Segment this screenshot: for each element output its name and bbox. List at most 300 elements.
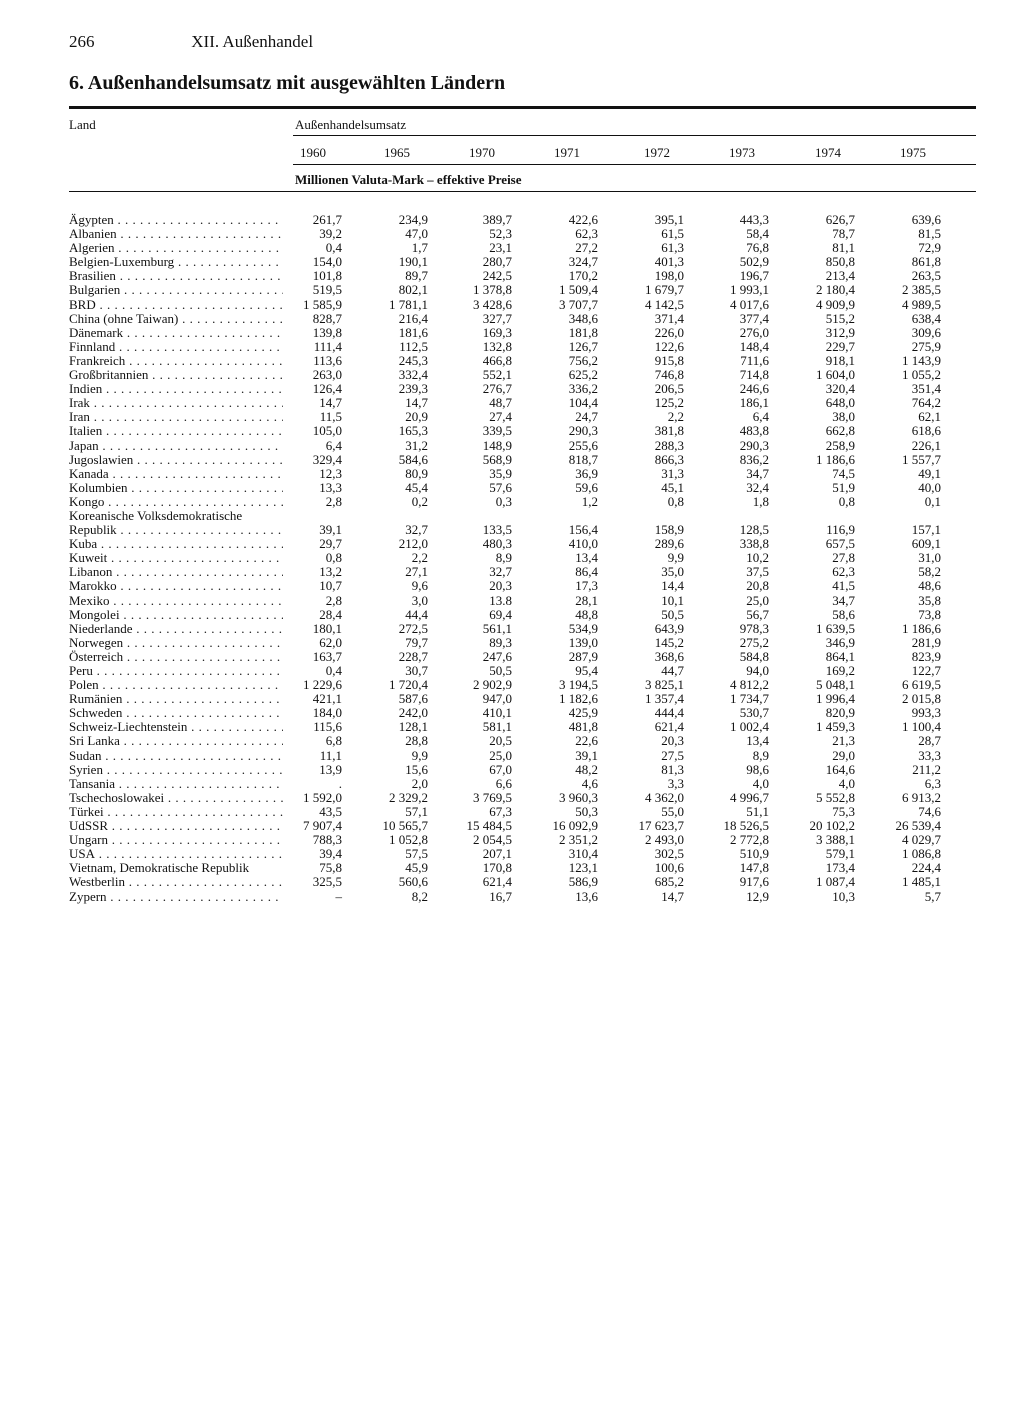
country-name: Dänemark . . . bbox=[69, 326, 283, 340]
value-cell: 62,3 bbox=[832, 564, 855, 580]
value-cell: 638,4 bbox=[911, 310, 941, 326]
country-name: Frankreich . . . bbox=[69, 354, 283, 368]
value-cell: 310,4 bbox=[568, 846, 598, 862]
value-cell: 3 194,5 bbox=[559, 677, 598, 693]
value-cell: 662,8 bbox=[825, 423, 855, 439]
country-name: Großbritannien . . . bbox=[69, 368, 283, 382]
value-cell: 41,5 bbox=[832, 578, 855, 594]
value-cell: 20,3 bbox=[489, 578, 512, 594]
value-cell: 263,0 bbox=[312, 367, 342, 383]
value-cell: 234,9 bbox=[398, 212, 428, 227]
value-cell: 329,4 bbox=[312, 451, 342, 467]
value-cell: 45,1 bbox=[661, 479, 684, 495]
value-cell: 14,7 bbox=[405, 395, 428, 411]
value-cell: 49,1 bbox=[918, 465, 941, 481]
value-cell: 6 619,5 bbox=[902, 677, 941, 693]
value-cell: 154,0 bbox=[312, 254, 342, 270]
group-rule bbox=[293, 135, 976, 136]
country-name: Jugoslawien . . . bbox=[69, 453, 283, 467]
value-cell: 239,3 bbox=[398, 381, 428, 397]
value-cell: 263,5 bbox=[911, 268, 941, 284]
value-cell: 4 989,5 bbox=[902, 296, 941, 312]
value-cell: 480,3 bbox=[482, 536, 512, 552]
value-cell: 228,7 bbox=[398, 648, 428, 664]
value-cell: 346,9 bbox=[825, 634, 855, 650]
value-cell: 164,6 bbox=[825, 761, 855, 777]
value-cell: 186,1 bbox=[739, 395, 769, 411]
value-cell: 148,9 bbox=[482, 437, 512, 453]
table-row bbox=[0, 565, 1024, 579]
value-cell: 866,3 bbox=[654, 451, 684, 467]
value-cell: 5 552,8 bbox=[816, 789, 855, 805]
value-cell: 31,3 bbox=[661, 465, 684, 481]
table-row bbox=[0, 424, 1024, 438]
table-row bbox=[0, 763, 1024, 777]
value-cell: 3,0 bbox=[411, 592, 428, 608]
country-name: Österreich . . . bbox=[69, 650, 283, 664]
value-cell: 625,2 bbox=[568, 367, 598, 383]
value-cell: 78,7 bbox=[832, 226, 855, 242]
table-row bbox=[0, 791, 1024, 805]
value-cell: 10,7 bbox=[319, 578, 342, 594]
value-cell: 115,6 bbox=[313, 719, 342, 735]
value-cell: 2 493,0 bbox=[645, 832, 684, 848]
value-cell: 39,1 bbox=[319, 522, 342, 538]
table-row bbox=[0, 847, 1024, 861]
value-cell: 276,0 bbox=[739, 324, 769, 340]
country-name: Libanon . . . bbox=[69, 565, 283, 579]
value-cell: 3,3 bbox=[667, 775, 684, 791]
value-cell: 29,0 bbox=[832, 747, 855, 763]
table-row bbox=[0, 650, 1024, 664]
table-row bbox=[0, 734, 1024, 748]
value-cell: 2 180,4 bbox=[816, 282, 855, 298]
value-cell: 820,9 bbox=[825, 705, 855, 721]
value-cell: 836,2 bbox=[739, 451, 769, 467]
value-cell: 818,7 bbox=[568, 451, 598, 467]
value-cell: 519,5 bbox=[312, 282, 342, 298]
value-cell: 224,4 bbox=[911, 860, 941, 876]
value-cell: 552,1 bbox=[482, 367, 512, 383]
value-cell: 510,9 bbox=[739, 846, 769, 862]
value-cell: 4 142,5 bbox=[645, 296, 684, 312]
value-cell: 27,4 bbox=[489, 409, 512, 425]
country-name: Republik . . . bbox=[69, 523, 283, 537]
header-group: Außenhandelsumsatz bbox=[295, 117, 407, 132]
value-cell: 181,6 bbox=[398, 324, 428, 340]
value-cell: 158,9 bbox=[654, 522, 684, 538]
value-cell: 48,2 bbox=[575, 761, 598, 777]
country-name: Rumänien . . . bbox=[69, 692, 283, 706]
value-cell: 4,6 bbox=[581, 775, 598, 791]
value-cell: 444,4 bbox=[654, 705, 684, 721]
value-cell: 229,7 bbox=[825, 338, 855, 354]
value-cell: 34,7 bbox=[832, 592, 855, 608]
value-cell: 421,1 bbox=[312, 691, 342, 707]
table-row bbox=[0, 241, 1024, 255]
value-cell: 13,2 bbox=[319, 564, 342, 580]
value-cell: 6,8 bbox=[325, 733, 342, 749]
value-cell: 978,3 bbox=[739, 620, 769, 636]
country-name: Kuba . . . bbox=[69, 537, 283, 551]
table-row bbox=[0, 664, 1024, 678]
country-name: Indien . . . bbox=[69, 382, 283, 396]
value-cell: 213,4 bbox=[825, 268, 855, 284]
value-cell: 2,8 bbox=[325, 592, 342, 608]
value-cell: 864,1 bbox=[825, 648, 855, 664]
table-row bbox=[0, 354, 1024, 368]
country-name: Mongolei . . . bbox=[69, 608, 283, 622]
value-cell: 861,8 bbox=[911, 254, 941, 270]
value-cell: 327,7 bbox=[482, 310, 512, 326]
value-cell: 20,5 bbox=[489, 733, 512, 749]
value-cell: 621,4 bbox=[482, 874, 512, 890]
table-row bbox=[0, 467, 1024, 481]
value-cell: 34,7 bbox=[746, 465, 769, 481]
table-row bbox=[0, 340, 1024, 354]
table-row bbox=[0, 326, 1024, 340]
value-cell: 59,6 bbox=[575, 479, 598, 495]
value-cell: 17 623,7 bbox=[638, 818, 684, 834]
value-cell: 11,1 bbox=[319, 747, 342, 763]
value-cell: . bbox=[338, 775, 342, 791]
value-cell: 466,8 bbox=[482, 352, 512, 368]
value-cell: 196,7 bbox=[739, 268, 769, 284]
value-cell: 67,3 bbox=[489, 803, 512, 819]
value-cell: 111,4 bbox=[313, 338, 342, 354]
value-cell: 302,5 bbox=[654, 846, 684, 862]
value-cell: 0,3 bbox=[495, 493, 512, 509]
table-row bbox=[0, 861, 1024, 875]
value-cell: 61,3 bbox=[661, 240, 684, 256]
value-cell: 212,0 bbox=[398, 536, 428, 552]
value-cell: 45,4 bbox=[405, 479, 428, 495]
table-row bbox=[0, 509, 1024, 523]
value-cell: 198,0 bbox=[654, 268, 684, 284]
value-cell: 13,4 bbox=[746, 733, 769, 749]
value-cell: 100,6 bbox=[654, 860, 684, 876]
value-cell: 133,5 bbox=[482, 522, 512, 538]
country-name: Ungarn . . . bbox=[69, 833, 283, 847]
value-cell: 29,7 bbox=[319, 536, 342, 552]
value-cell: 1 485,1 bbox=[902, 874, 941, 890]
value-cell: 2,0 bbox=[411, 775, 428, 791]
value-cell: 147,8 bbox=[739, 860, 769, 876]
value-cell: 148,4 bbox=[739, 338, 769, 354]
value-cell: 2,8 bbox=[325, 493, 342, 509]
value-cell: 38,0 bbox=[832, 409, 855, 425]
value-cell: 37,5 bbox=[746, 564, 769, 580]
table-row bbox=[0, 439, 1024, 453]
table-row bbox=[0, 749, 1024, 763]
value-cell: 2 054,5 bbox=[473, 832, 512, 848]
value-cell: 1 357,4 bbox=[645, 691, 684, 707]
value-cell: 0,4 bbox=[325, 663, 342, 678]
page-number: 266 bbox=[69, 32, 95, 51]
value-cell: 81,5 bbox=[918, 226, 941, 242]
value-cell: 280,7 bbox=[482, 254, 512, 270]
value-cell: 79,7 bbox=[405, 634, 428, 650]
country-name: Bulgarien . . . bbox=[69, 283, 283, 297]
value-cell: 116,9 bbox=[826, 522, 855, 538]
value-cell: 287,9 bbox=[568, 648, 598, 664]
unit-rule bbox=[69, 191, 976, 192]
value-cell: 170,2 bbox=[568, 268, 598, 284]
value-cell: 756,2 bbox=[568, 352, 598, 368]
country-name: Kongo . . . bbox=[69, 495, 283, 509]
value-cell: 105,0 bbox=[312, 423, 342, 439]
value-cell: 13.8 bbox=[489, 592, 512, 608]
year-header: 1975 bbox=[900, 145, 926, 160]
value-cell: 10,2 bbox=[746, 550, 769, 566]
value-cell: 35,8 bbox=[918, 592, 941, 608]
value-cell: 76,8 bbox=[746, 240, 769, 256]
value-cell: 246,6 bbox=[739, 381, 769, 397]
country-name: Iran . . . bbox=[69, 410, 283, 424]
value-cell: 5,7 bbox=[924, 888, 941, 904]
value-cell: 26 539,4 bbox=[895, 818, 941, 834]
value-cell: 20,9 bbox=[405, 409, 428, 425]
value-cell: 1 182,6 bbox=[559, 691, 598, 707]
value-cell: 226,1 bbox=[911, 437, 941, 453]
value-cell: 850,8 bbox=[825, 254, 855, 270]
year-header: 1965 bbox=[384, 145, 410, 160]
value-cell: 332,4 bbox=[398, 367, 428, 383]
value-cell: 36,9 bbox=[575, 465, 598, 481]
value-cell: 139,8 bbox=[312, 324, 342, 340]
value-cell: 290,3 bbox=[568, 423, 598, 439]
table-row bbox=[0, 636, 1024, 650]
value-cell: 16 092,9 bbox=[552, 818, 598, 834]
value-cell: 1 557,7 bbox=[902, 451, 941, 467]
value-cell: 0,8 bbox=[667, 493, 684, 509]
value-cell: 139,0 bbox=[568, 634, 598, 650]
value-cell: 422,6 bbox=[568, 212, 598, 227]
value-cell: 28,1 bbox=[575, 592, 598, 608]
top-rule bbox=[69, 106, 976, 109]
country-name: Algerien . . . bbox=[69, 241, 283, 255]
value-cell: 483,8 bbox=[739, 423, 769, 439]
country-name: USA . . . bbox=[69, 847, 283, 861]
value-cell: 62,0 bbox=[319, 634, 342, 650]
country-name: Sudan . . . bbox=[69, 749, 283, 763]
value-cell: 20,3 bbox=[661, 733, 684, 749]
value-cell: 81,3 bbox=[661, 761, 684, 777]
country-name: BRD . . . bbox=[69, 298, 283, 312]
table-row bbox=[0, 692, 1024, 706]
value-cell: 1,2 bbox=[581, 493, 598, 509]
value-cell: 112,5 bbox=[399, 338, 428, 354]
value-cell: 25,0 bbox=[746, 592, 769, 608]
value-cell: 169,2 bbox=[825, 663, 855, 678]
table-row bbox=[0, 706, 1024, 720]
country-name: Westberlin . . . bbox=[69, 875, 283, 889]
value-cell: 401,3 bbox=[654, 254, 684, 270]
value-cell: 17,3 bbox=[575, 578, 598, 594]
year-header: 1973 bbox=[729, 145, 755, 160]
value-cell: 4 017,6 bbox=[730, 296, 769, 312]
year-header: 1972 bbox=[644, 145, 670, 160]
table-row bbox=[0, 551, 1024, 565]
value-cell: 261,7 bbox=[312, 212, 342, 227]
country-name: Koreanische Volksdemokratische bbox=[69, 508, 243, 523]
value-cell: 275,2 bbox=[739, 634, 769, 650]
value-cell: 27,2 bbox=[575, 240, 598, 256]
value-cell: 8,9 bbox=[752, 747, 769, 763]
country-name: Türkei . . . bbox=[69, 805, 283, 819]
value-cell: 4 996,7 bbox=[730, 789, 769, 805]
value-cell: 581,1 bbox=[482, 719, 512, 735]
value-cell: 22,6 bbox=[575, 733, 598, 749]
value-cell: 61,5 bbox=[661, 226, 684, 242]
value-cell: 276,7 bbox=[482, 381, 512, 397]
value-cell: 4 812,2 bbox=[730, 677, 769, 693]
value-cell: 190,1 bbox=[398, 254, 428, 270]
value-cell: 10 565,7 bbox=[382, 818, 428, 834]
country-name: Kolumbien . . . bbox=[69, 481, 283, 495]
value-cell: 39,2 bbox=[319, 226, 342, 242]
value-cell: 73,8 bbox=[918, 606, 941, 622]
value-cell: 1 087,4 bbox=[816, 874, 855, 890]
value-cell: 57,1 bbox=[405, 803, 428, 819]
table-title: 6. Außenhandelsumsatz mit ausgewählten Ländern bbox=[69, 72, 506, 94]
value-cell: 8,2 bbox=[411, 888, 428, 904]
chapter-title: XII. Außenhandel bbox=[191, 32, 314, 51]
value-cell: 27,1 bbox=[405, 564, 428, 580]
value-cell: 823,9 bbox=[911, 648, 941, 664]
value-cell: 32,7 bbox=[489, 564, 512, 580]
value-cell: 2 329,2 bbox=[389, 789, 428, 805]
value-cell: 11,5 bbox=[319, 409, 342, 425]
value-cell: 21,3 bbox=[832, 733, 855, 749]
value-cell: 13,3 bbox=[319, 479, 342, 495]
table-row bbox=[0, 255, 1024, 269]
value-cell: 122,6 bbox=[654, 338, 684, 354]
value-cell: 3 769,5 bbox=[473, 789, 512, 805]
value-cell: 351,4 bbox=[911, 381, 941, 397]
value-cell: 515,2 bbox=[825, 310, 855, 326]
value-cell: 247,6 bbox=[482, 648, 512, 664]
value-cell: 207,1 bbox=[482, 846, 512, 862]
value-cell: 275,9 bbox=[911, 338, 941, 354]
table-row bbox=[0, 720, 1024, 734]
table-row bbox=[0, 213, 1024, 227]
value-cell: 1 604,0 bbox=[816, 367, 855, 383]
years-rule bbox=[293, 164, 976, 165]
value-cell: 4,0 bbox=[752, 775, 769, 791]
value-cell: 1 996,4 bbox=[816, 691, 855, 707]
value-cell: 371,4 bbox=[654, 310, 684, 326]
value-cell: 23,1 bbox=[489, 240, 512, 256]
country-name: Italien . . . bbox=[69, 424, 283, 438]
value-cell: 1 459,3 bbox=[816, 719, 855, 735]
value-cell: 0,8 bbox=[325, 550, 342, 566]
value-cell: 58,6 bbox=[832, 606, 855, 622]
value-cell: 5 048,1 bbox=[816, 677, 855, 693]
value-cell: 28,7 bbox=[918, 733, 941, 749]
country-name: Sri Lanka . . . bbox=[69, 734, 283, 748]
country-name: Albanien . . . bbox=[69, 227, 283, 241]
value-cell: 626,7 bbox=[825, 212, 855, 227]
value-cell: 584,8 bbox=[739, 648, 769, 664]
value-cell: 1 100,4 bbox=[902, 719, 941, 735]
header-land: Land bbox=[69, 117, 96, 132]
value-cell: 20 102,2 bbox=[809, 818, 855, 834]
value-cell: 6,3 bbox=[924, 775, 941, 791]
value-cell: 9,9 bbox=[411, 747, 428, 763]
value-cell: 2 351,2 bbox=[559, 832, 598, 848]
value-cell: 226,0 bbox=[654, 324, 684, 340]
table-row bbox=[0, 805, 1024, 819]
value-cell: 48,6 bbox=[918, 578, 941, 594]
value-cell: 45,9 bbox=[405, 860, 428, 876]
value-cell: 1 378,8 bbox=[473, 282, 512, 298]
value-cell: 618,6 bbox=[911, 423, 941, 439]
value-cell: 128,1 bbox=[398, 719, 428, 735]
value-cell: 915,8 bbox=[654, 352, 684, 368]
value-cell: 325,5 bbox=[312, 874, 342, 890]
value-cell: 13,4 bbox=[575, 550, 598, 566]
value-cell: 57,6 bbox=[489, 479, 512, 495]
value-cell: 25,0 bbox=[489, 747, 512, 763]
value-cell: 0,4 bbox=[325, 240, 342, 256]
value-cell: 10,3 bbox=[832, 888, 855, 904]
value-cell: 1 639,5 bbox=[816, 620, 855, 636]
country-name: Japan . . . bbox=[69, 439, 283, 453]
value-cell: 0,8 bbox=[838, 493, 855, 509]
value-cell: 113,6 bbox=[313, 352, 342, 368]
value-cell: 4 362,0 bbox=[645, 789, 684, 805]
value-cell: 16,7 bbox=[489, 888, 512, 904]
value-cell: 324,7 bbox=[568, 254, 598, 270]
value-cell: 242,5 bbox=[482, 268, 512, 284]
value-cell: 2 015,8 bbox=[902, 691, 941, 707]
country-name: Norwegen . . . bbox=[69, 636, 283, 650]
value-cell: 50,5 bbox=[661, 606, 684, 622]
value-cell: 75,3 bbox=[832, 803, 855, 819]
value-cell: 67,0 bbox=[489, 761, 512, 777]
value-cell: 10,1 bbox=[661, 592, 684, 608]
value-cell: 89,3 bbox=[489, 634, 512, 650]
value-cell: 3 960,3 bbox=[559, 789, 598, 805]
value-cell: 685,2 bbox=[654, 874, 684, 890]
table-row bbox=[0, 819, 1024, 833]
value-cell: 2 385,5 bbox=[902, 282, 941, 298]
value-cell: 12,3 bbox=[319, 465, 342, 481]
table-row bbox=[0, 396, 1024, 410]
value-cell: 289,6 bbox=[654, 536, 684, 552]
value-cell: 181,8 bbox=[568, 324, 598, 340]
country-name: Peru . . . bbox=[69, 664, 283, 678]
value-cell: 125,2 bbox=[654, 395, 684, 411]
value-cell: 1,7 bbox=[411, 240, 428, 256]
value-cell: 35,9 bbox=[489, 465, 512, 481]
value-cell: 31,0 bbox=[918, 550, 941, 566]
value-cell: 389,7 bbox=[482, 212, 512, 227]
page-header bbox=[69, 32, 313, 52]
value-cell: 481,8 bbox=[568, 719, 598, 735]
value-cell: 788,3 bbox=[312, 832, 342, 848]
value-cell: 122,7 bbox=[911, 663, 941, 678]
value-cell: 309,6 bbox=[911, 324, 941, 340]
country-name: Irak . . . bbox=[69, 396, 283, 410]
value-cell: 14,4 bbox=[661, 578, 684, 594]
value-cell: 157,1 bbox=[911, 522, 941, 538]
value-cell: 4,0 bbox=[838, 775, 855, 791]
value-cell: 58,4 bbox=[746, 226, 769, 242]
value-cell: 173,4 bbox=[825, 860, 855, 876]
value-cell: 156,4 bbox=[568, 522, 598, 538]
